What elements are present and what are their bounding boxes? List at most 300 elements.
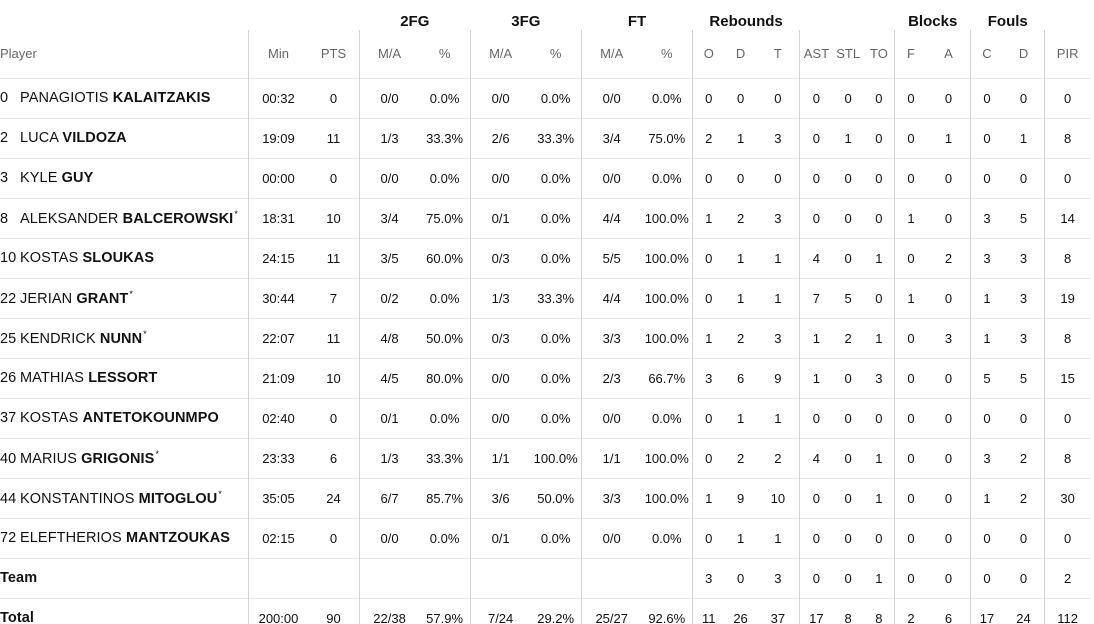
stat-reb-o: 1 xyxy=(693,198,725,238)
stat-pts: 11 xyxy=(308,118,359,158)
col-2fg-ma[interactable]: M/A xyxy=(359,30,419,78)
stat-ast: 0 xyxy=(800,78,833,118)
stat-reb-d: 0 xyxy=(725,158,757,198)
stat-foul-d: 5 xyxy=(1003,358,1045,398)
stat-3fg-ma: 0/0 xyxy=(470,358,530,398)
stat-reb-d: 1 xyxy=(725,118,757,158)
stat-reb-d: 6 xyxy=(725,358,757,398)
stat-2fg-ma: 1/3 xyxy=(359,118,419,158)
stat-reb-t: 0 xyxy=(757,78,800,118)
stat-foul-c: 3 xyxy=(971,198,1003,238)
stat-reb-t: 3 xyxy=(757,558,800,598)
stat-ft-pct: 0.0% xyxy=(641,518,692,558)
stat-blk-f: 0 xyxy=(895,78,927,118)
player-cell xyxy=(0,398,248,438)
player-first-name[interactable]: KYLE xyxy=(20,170,58,186)
stat-3fg-pct: 50.0% xyxy=(530,478,581,518)
stat-ft-pct: 0.0% xyxy=(641,78,692,118)
stat-2fg-pct: 0.0% xyxy=(419,518,470,558)
player-cell xyxy=(0,198,248,238)
stat-pts: 10 xyxy=(308,198,359,238)
player-last-name[interactable]: VILDOZA xyxy=(62,130,127,146)
stat-ft-pct: 92.6% xyxy=(641,598,692,624)
stat-ft-ma: 3/4 xyxy=(581,118,641,158)
stat-foul-d: 2 xyxy=(1003,478,1045,518)
stat-pts: 0 xyxy=(308,78,359,118)
stat-2fg-ma: 3/5 xyxy=(359,238,419,278)
stat-reb-o: 2 xyxy=(693,118,725,158)
stat-2fg-ma: 3/4 xyxy=(359,198,419,238)
player-last-name[interactable]: BALCEROWSKI xyxy=(122,210,234,227)
stat-ft-pct: 100.0% xyxy=(641,278,692,318)
stat-reb-o: 0 xyxy=(693,518,725,558)
stat-ft-pct xyxy=(641,558,692,598)
stat-foul-d: 0 xyxy=(1003,558,1045,598)
stat-reb-o: 0 xyxy=(693,158,725,198)
starter-mark-icon: * xyxy=(155,449,160,460)
col-blk-f[interactable]: F xyxy=(895,30,927,78)
stat-stl: 0 xyxy=(833,398,864,438)
group-blank-min-pts xyxy=(248,0,359,30)
player-cell xyxy=(0,118,248,158)
stat-2fg-pct: 85.7% xyxy=(419,478,470,518)
stat-to: 1 xyxy=(864,438,895,478)
group-blank-ast xyxy=(800,0,895,30)
player-number: 40 xyxy=(0,450,17,467)
stat-ast: 0 xyxy=(800,198,833,238)
stat-reb-t: 37 xyxy=(757,598,800,624)
group-rebounds: Rebounds xyxy=(709,13,783,30)
stat-3fg-ma: 0/1 xyxy=(470,518,530,558)
player-cell xyxy=(0,318,248,358)
stat-foul-c: 3 xyxy=(971,238,1003,278)
stat-stl: 0 xyxy=(833,198,864,238)
stat-3fg-pct: 0.0% xyxy=(530,318,581,358)
col-3fg-ma[interactable]: M/A xyxy=(470,30,530,78)
stat-reb-o: 0 xyxy=(693,438,725,478)
stat-ast: 1 xyxy=(800,318,833,358)
stat-3fg-pct: 0.0% xyxy=(530,158,581,198)
stat-ft-pct: 100.0% xyxy=(641,478,692,518)
stat-foul-c: 1 xyxy=(971,278,1003,318)
stat-min: 200:00 xyxy=(248,598,308,624)
stat-2fg-ma: 4/5 xyxy=(359,358,419,398)
column-header-row xyxy=(0,30,1090,78)
stat-2fg-pct: 33.3% xyxy=(419,118,470,158)
stat-to: 1 xyxy=(864,558,895,598)
stat-reb-d: 2 xyxy=(725,318,757,358)
stat-foul-d: 24 xyxy=(1003,598,1045,624)
stat-foul-c: 0 xyxy=(971,158,1003,198)
stat-blk-f: 0 xyxy=(895,518,927,558)
stat-blk-a: 3 xyxy=(927,318,971,358)
stat-stl: 0 xyxy=(833,158,864,198)
stat-foul-d: 0 xyxy=(1003,518,1045,558)
stat-2fg-pct: 75.0% xyxy=(419,198,470,238)
stat-blk-a: 0 xyxy=(927,438,971,478)
stat-blk-a: 0 xyxy=(927,358,971,398)
player-first-name[interactable]: ALEKSANDER xyxy=(20,210,119,227)
stat-ft-pct: 0.0% xyxy=(641,398,692,438)
stat-foul-c: 0 xyxy=(971,78,1003,118)
stat-3fg-pct: 0.0% xyxy=(530,398,581,438)
player-last-name[interactable]: LESSORT xyxy=(88,370,158,386)
total-row xyxy=(0,598,1090,624)
col-ft-ma[interactable]: M/A xyxy=(581,30,641,78)
player-first-name[interactable]: KOSTAS xyxy=(20,250,79,266)
stat-foul-c: 5 xyxy=(971,358,1003,398)
stat-reb-t: 10 xyxy=(757,478,800,518)
player-row xyxy=(0,358,1090,398)
stat-blk-f: 0 xyxy=(895,398,927,438)
player-number: 44 xyxy=(0,490,17,507)
stat-min: 30:44 xyxy=(248,278,308,318)
col-pts[interactable]: PTS xyxy=(320,46,347,62)
stat-ft-ma: 25/27 xyxy=(581,598,641,624)
stat-blk-a: 0 xyxy=(927,518,971,558)
stat-min: 22:07 xyxy=(248,318,308,358)
player-cell xyxy=(0,278,248,318)
stat-reb-d: 2 xyxy=(725,438,757,478)
col-blk-a[interactable]: A xyxy=(944,46,953,62)
stat-2fg-pct: 0.0% xyxy=(419,158,470,198)
player-first-name[interactable]: PANAGIOTIS xyxy=(20,90,109,106)
stat-pir: 8 xyxy=(1045,318,1090,358)
stat-3fg-pct: 33.3% xyxy=(530,118,581,158)
stat-min xyxy=(248,558,308,598)
stat-3fg-ma xyxy=(470,558,530,598)
stat-3fg-ma: 0/3 xyxy=(470,318,530,358)
stat-reb-o: 0 xyxy=(693,238,725,278)
stat-ast: 4 xyxy=(800,438,833,478)
stat-reb-d: 9 xyxy=(725,478,757,518)
player-last-name[interactable]: MITOGLOU xyxy=(138,490,218,507)
stat-2fg-ma: 4/8 xyxy=(359,318,419,358)
stat-ft-ma: 3/3 xyxy=(581,318,641,358)
player-cell xyxy=(0,238,248,278)
stat-to: 0 xyxy=(864,198,895,238)
stat-3fg-pct: 29.2% xyxy=(530,598,581,624)
stat-ft-pct: 0.0% xyxy=(641,158,692,198)
stat-stl: 5 xyxy=(833,278,864,318)
stat-pts: 10 xyxy=(308,358,359,398)
col-reb-t[interactable]: T xyxy=(773,46,782,62)
stat-reb-o: 0 xyxy=(693,78,725,118)
col-3fg-pct[interactable]: % xyxy=(549,46,562,62)
stat-foul-d: 0 xyxy=(1003,398,1045,438)
stat-blk-a: 0 xyxy=(927,398,971,438)
team-row xyxy=(0,558,1090,598)
stat-3fg-pct: 0.0% xyxy=(530,198,581,238)
stat-pir: 2 xyxy=(1045,558,1090,598)
stat-3fg-ma: 0/1 xyxy=(470,198,530,238)
stat-3fg-pct: 100.0% xyxy=(530,438,581,478)
col-2fg-pct[interactable]: % xyxy=(438,46,451,62)
stat-2fg-pct: 33.3% xyxy=(419,438,470,478)
player-cell xyxy=(0,518,248,558)
stat-stl: 0 xyxy=(833,438,864,478)
player-cell xyxy=(0,438,248,478)
stat-min: 18:31 xyxy=(248,198,308,238)
stat-to: 8 xyxy=(864,598,895,624)
stat-stl: 2 xyxy=(833,318,864,358)
player-last-name[interactable]: SLOUKAS xyxy=(82,250,155,266)
stat-ft-pct: 100.0% xyxy=(641,438,692,478)
starter-mark-icon: * xyxy=(129,289,133,300)
stat-to: 1 xyxy=(864,318,895,358)
group-ft: FT xyxy=(627,13,647,30)
player-last-name[interactable]: NUNN xyxy=(99,330,143,347)
stat-foul-d: 3 xyxy=(1003,318,1045,358)
stat-blk-a: 0 xyxy=(927,198,971,238)
stat-blk-a: 6 xyxy=(927,598,971,624)
player-number: 26 xyxy=(0,370,17,386)
stat-pts: 90 xyxy=(308,598,359,624)
stat-reb-t: 1 xyxy=(757,238,800,278)
player-first-name[interactable]: KONSTANTINOS xyxy=(20,490,135,507)
col-reb-o[interactable]: O xyxy=(693,30,725,78)
stat-blk-a: 0 xyxy=(927,158,971,198)
player-last-name[interactable]: GUY xyxy=(61,170,94,186)
group-blank xyxy=(0,0,248,30)
stat-reb-o: 1 xyxy=(693,318,725,358)
stat-2fg-pct: 57.9% xyxy=(419,598,470,624)
stat-min: 21:09 xyxy=(248,358,308,398)
player-row xyxy=(0,398,1090,438)
stat-stl: 0 xyxy=(833,358,864,398)
stat-to: 1 xyxy=(864,478,895,518)
stat-ft-ma: 4/4 xyxy=(581,198,641,238)
stat-reb-d: 1 xyxy=(725,278,757,318)
stat-ft-pct: 75.0% xyxy=(641,118,692,158)
stat-foul-c: 17 xyxy=(971,598,1003,624)
stat-ast: 0 xyxy=(800,118,833,158)
stat-blk-f: 1 xyxy=(895,198,927,238)
stat-min: 02:15 xyxy=(248,518,308,558)
player-row xyxy=(0,438,1090,478)
stat-blk-f: 0 xyxy=(895,238,927,278)
stat-blk-f: 1 xyxy=(895,278,927,318)
stat-reb-t: 2 xyxy=(757,438,800,478)
player-row xyxy=(0,278,1090,318)
stat-reb-t: 9 xyxy=(757,358,800,398)
stat-blk-a: 2 xyxy=(927,238,971,278)
stat-pts: 11 xyxy=(308,238,359,278)
player-row xyxy=(0,518,1090,558)
stat-3fg-pct xyxy=(530,558,581,598)
stat-2fg-ma: 0/0 xyxy=(359,518,419,558)
stat-reb-t: 1 xyxy=(757,518,800,558)
group-blank-pir xyxy=(1045,0,1090,30)
stat-2fg-pct: 0.0% xyxy=(419,78,470,118)
player-number: 2 xyxy=(0,130,9,146)
col-ast[interactable]: AST xyxy=(800,30,833,78)
stat-2fg-pct: 0.0% xyxy=(419,398,470,438)
stat-2fg-ma xyxy=(359,558,419,598)
col-stl[interactable]: STL xyxy=(836,46,861,62)
stat-min: 02:40 xyxy=(248,398,308,438)
stat-2fg-pct xyxy=(419,558,470,598)
player-last-name[interactable]: GRIGONIS xyxy=(81,450,155,467)
stat-ast: 0 xyxy=(800,478,833,518)
group-fouls: Fouls xyxy=(987,13,1028,30)
stat-pts: 0 xyxy=(308,158,359,198)
stat-min: 00:32 xyxy=(248,78,308,118)
stat-min: 19:09 xyxy=(248,118,308,158)
stat-ft-ma: 4/4 xyxy=(581,278,641,318)
stat-pir: 0 xyxy=(1045,518,1090,558)
player-first-name[interactable]: KOSTAS xyxy=(20,410,79,426)
player-number: 8 xyxy=(0,210,9,227)
stat-foul-c: 1 xyxy=(971,478,1003,518)
stat-reb-t: 3 xyxy=(757,318,800,358)
stat-ft-pct: 100.0% xyxy=(641,238,692,278)
stat-2fg-ma: 6/7 xyxy=(359,478,419,518)
col-pir[interactable]: PIR xyxy=(1045,30,1090,78)
stat-3fg-ma: 0/0 xyxy=(470,158,530,198)
stat-foul-d: 2 xyxy=(1003,438,1045,478)
stat-blk-f: 0 xyxy=(895,318,927,358)
stat-reb-t: 3 xyxy=(757,118,800,158)
stat-reb-d: 2 xyxy=(725,198,757,238)
stat-reb-t: 0 xyxy=(757,158,800,198)
stat-blk-f: 0 xyxy=(895,358,927,398)
stat-ft-ma: 2/3 xyxy=(581,358,641,398)
player-last-name[interactable]: KALAITZAKIS xyxy=(112,90,211,106)
player-first-name[interactable]: JERIAN xyxy=(20,290,73,307)
stat-reb-o: 3 xyxy=(693,558,725,598)
col-to[interactable]: TO xyxy=(870,46,888,62)
stat-stl: 1 xyxy=(833,118,864,158)
stat-pts: 0 xyxy=(308,398,359,438)
col-player[interactable]: Player xyxy=(0,46,37,62)
player-cell xyxy=(0,478,248,518)
stat-blk-f: 0 xyxy=(895,118,927,158)
stat-stl: 0 xyxy=(833,518,864,558)
player-last-name[interactable]: GRANT xyxy=(76,290,129,307)
stat-foul-d: 3 xyxy=(1003,278,1045,318)
stat-ast: 0 xyxy=(800,158,833,198)
total-label: Total xyxy=(0,598,248,624)
stat-to: 0 xyxy=(864,518,895,558)
stat-2fg-pct: 50.0% xyxy=(419,318,470,358)
stat-3fg-ma: 7/24 xyxy=(470,598,530,624)
player-row xyxy=(0,158,1090,198)
stat-foul-c: 0 xyxy=(971,118,1003,158)
stat-pts xyxy=(308,558,359,598)
stat-blk-f: 0 xyxy=(895,558,927,598)
col-foul-c[interactable]: C xyxy=(971,30,1003,78)
player-number: 37 xyxy=(0,410,17,426)
stat-foul-c: 0 xyxy=(971,558,1003,598)
stat-reb-o: 11 xyxy=(693,598,725,624)
stat-stl: 0 xyxy=(833,78,864,118)
group-header-row xyxy=(0,0,1090,30)
stat-stl: 0 xyxy=(833,478,864,518)
stat-foul-c: 0 xyxy=(971,518,1003,558)
stat-reb-d: 1 xyxy=(725,238,757,278)
stat-3fg-ma: 1/3 xyxy=(470,278,530,318)
stat-pts: 6 xyxy=(308,438,359,478)
stat-3fg-pct: 33.3% xyxy=(530,278,581,318)
stat-ast: 0 xyxy=(800,518,833,558)
stat-min: 23:33 xyxy=(248,438,308,478)
stat-to: 0 xyxy=(864,278,895,318)
stat-2fg-ma: 1/3 xyxy=(359,438,419,478)
group-blocks: Blocks xyxy=(908,13,958,30)
col-min[interactable]: Min xyxy=(248,30,308,78)
player-last-name[interactable]: ANTETOKOUNMPO xyxy=(82,410,219,426)
stat-3fg-ma: 2/6 xyxy=(470,118,530,158)
stat-3fg-pct: 0.0% xyxy=(530,78,581,118)
col-foul-d[interactable]: D xyxy=(1018,46,1029,62)
stat-pir: 0 xyxy=(1045,158,1090,198)
stat-ft-ma: 3/3 xyxy=(581,478,641,518)
stat-to: 1 xyxy=(864,238,895,278)
stat-2fg-ma: 0/0 xyxy=(359,158,419,198)
player-row xyxy=(0,238,1090,278)
stat-to: 0 xyxy=(864,78,895,118)
stat-ft-ma: 1/1 xyxy=(581,438,641,478)
stat-pts: 0 xyxy=(308,518,359,558)
stat-ft-ma: 0/0 xyxy=(581,398,641,438)
stat-pir: 14 xyxy=(1045,198,1090,238)
stat-3fg-pct: 0.0% xyxy=(530,238,581,278)
stat-stl: 8 xyxy=(833,598,864,624)
player-first-name[interactable]: LUCA xyxy=(20,130,59,146)
player-number: 3 xyxy=(0,170,9,186)
player-first-name[interactable]: MARIUS xyxy=(20,450,77,467)
team-label: Team xyxy=(0,558,248,598)
stat-reb-t: 1 xyxy=(757,278,800,318)
stat-pir: 30 xyxy=(1045,478,1090,518)
player-first-name[interactable]: MATHIAS xyxy=(20,370,85,386)
stat-foul-c: 3 xyxy=(971,438,1003,478)
stat-ast: 1 xyxy=(800,358,833,398)
stat-2fg-ma: 0/0 xyxy=(359,78,419,118)
stat-reb-t: 3 xyxy=(757,198,800,238)
stat-to: 3 xyxy=(864,358,895,398)
stat-stl: 0 xyxy=(833,238,864,278)
stat-foul-d: 0 xyxy=(1003,78,1045,118)
col-ft-pct[interactable]: % xyxy=(660,46,673,62)
stat-reb-o: 0 xyxy=(693,278,725,318)
stat-blk-a: 0 xyxy=(927,278,971,318)
stat-reb-o: 0 xyxy=(693,398,725,438)
stat-foul-c: 1 xyxy=(971,318,1003,358)
col-reb-d[interactable]: D xyxy=(735,46,746,62)
stat-foul-d: 5 xyxy=(1003,198,1045,238)
stat-pir: 8 xyxy=(1045,238,1090,278)
stat-pir: 112 xyxy=(1045,598,1090,624)
stat-pts: 24 xyxy=(308,478,359,518)
stat-3fg-ma: 0/3 xyxy=(470,238,530,278)
player-first-name[interactable]: KENDRICK xyxy=(20,330,96,347)
stat-blk-a: 0 xyxy=(927,478,971,518)
player-cell xyxy=(0,78,248,118)
stat-min: 35:05 xyxy=(248,478,308,518)
stat-pir: 0 xyxy=(1045,78,1090,118)
player-first-name[interactable]: ELEFTHERIOS xyxy=(20,530,122,546)
stat-to: 0 xyxy=(864,158,895,198)
player-number: 22 xyxy=(0,290,17,307)
stat-ast: 0 xyxy=(800,558,833,598)
stat-foul-c: 0 xyxy=(971,398,1003,438)
player-number: 0 xyxy=(0,90,9,106)
stat-foul-d: 1 xyxy=(1003,118,1045,158)
stat-min: 00:00 xyxy=(248,158,308,198)
player-last-name[interactable]: MANTZOUKAS xyxy=(125,530,231,546)
